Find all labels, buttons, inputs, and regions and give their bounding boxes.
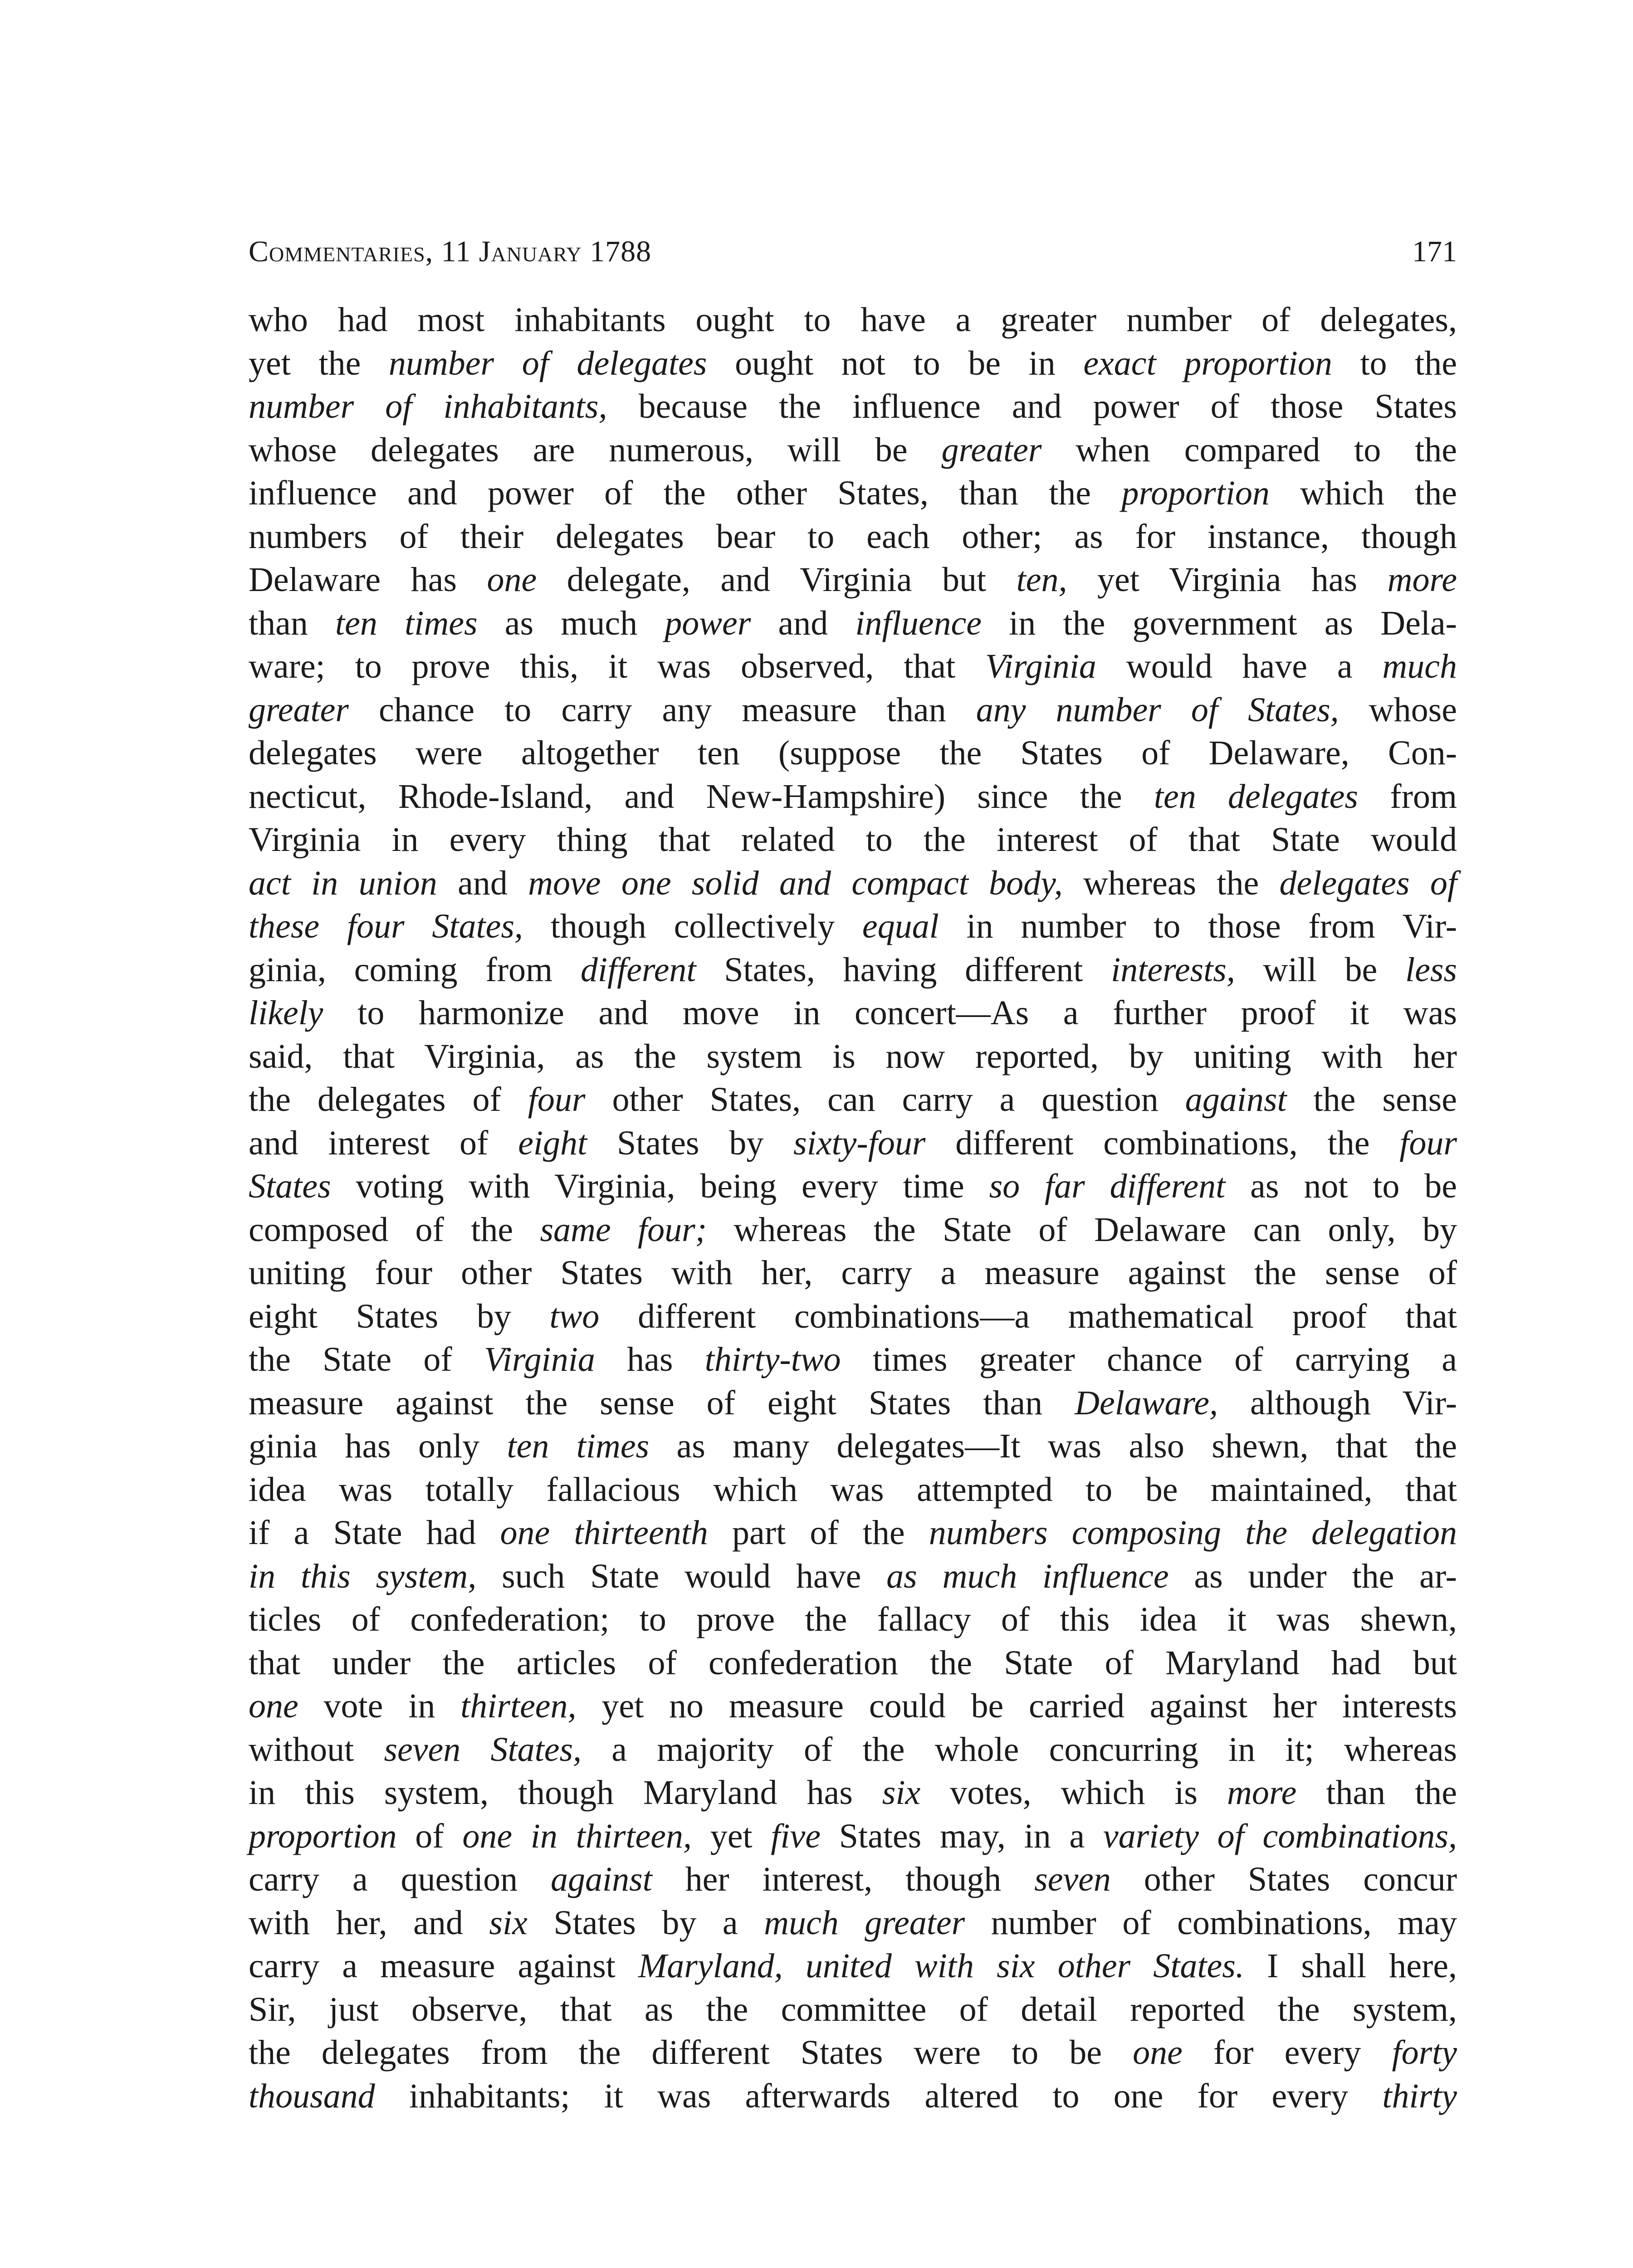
text-segment: ware; to prove this, it was observed, that bbox=[249, 647, 986, 685]
italic-text-segment: ten, bbox=[1016, 561, 1067, 599]
text-line bbox=[249, 905, 1457, 948]
italic-text-segment: greater bbox=[941, 430, 1042, 469]
italic-text-segment: thousand bbox=[249, 2077, 375, 2115]
italic-text-segment: different bbox=[580, 950, 696, 989]
text-line bbox=[249, 1728, 1457, 1772]
text-segment: inhabitants; it was afterwards altered to one for every bbox=[375, 2077, 1383, 2115]
text-segment: other States, can carry a question bbox=[585, 1080, 1185, 1119]
italic-text-segment: any number of States, bbox=[976, 690, 1339, 729]
text-segment: yet no measure could be carried against her interests bbox=[576, 1687, 1457, 1725]
text-line bbox=[249, 862, 1457, 905]
text-segment: the sense bbox=[1286, 1080, 1457, 1119]
text-line bbox=[249, 1598, 1457, 1642]
text-segment: to harmonize and move in concert—As a further proof it was bbox=[323, 994, 1457, 1032]
text-segment: I shall here, bbox=[1244, 1947, 1457, 1985]
text-segment: her interest, though bbox=[652, 1860, 1035, 1898]
text-segment: numbers of their delegates bear to each other; as for instance, though bbox=[249, 517, 1457, 556]
italic-text-segment: five bbox=[771, 1817, 821, 1855]
text-segment: though collectively bbox=[523, 907, 862, 945]
text-segment: States by a bbox=[527, 1903, 764, 1942]
text-line bbox=[249, 1901, 1457, 1945]
text-line bbox=[249, 732, 1457, 775]
text-segment: chance to carry any measure than bbox=[348, 690, 976, 729]
text-line bbox=[249, 1511, 1457, 1555]
text-line bbox=[249, 948, 1457, 992]
text-segment: with her, and bbox=[249, 1903, 489, 1942]
text-segment: although Vir- bbox=[1218, 1383, 1457, 1422]
text-line bbox=[249, 2031, 1457, 2075]
text-segment: said, that Virginia, as the system is now reported, by uniting with her bbox=[249, 1037, 1457, 1075]
text-segment: eight States by bbox=[249, 1297, 550, 1335]
text-line bbox=[249, 1685, 1457, 1728]
text-segment: and bbox=[437, 864, 528, 902]
text-segment: different combinations—a mathematical proof that bbox=[599, 1297, 1457, 1335]
italic-text-segment: equal bbox=[862, 907, 939, 945]
text-segment: States, having different bbox=[696, 950, 1111, 989]
italic-text-segment: these four States, bbox=[249, 907, 523, 945]
italic-text-segment: seven States, bbox=[384, 1730, 582, 1769]
text-line bbox=[249, 1338, 1457, 1382]
italic-text-segment: thirty bbox=[1382, 2077, 1457, 2115]
text-segment: such State would have bbox=[476, 1557, 887, 1595]
text-line bbox=[249, 1251, 1457, 1295]
italic-text-segment: in this system, bbox=[249, 1557, 477, 1595]
italic-text-segment: six bbox=[489, 1903, 528, 1942]
text-segment: number of combinations, may bbox=[965, 1903, 1457, 1942]
text-segment: carry a measure against bbox=[249, 1947, 638, 1985]
italic-text-segment: number of inhabitants, bbox=[249, 387, 607, 425]
italic-text-segment: thirteen, bbox=[460, 1687, 577, 1725]
text-segment: idea was totally fallacious which was attempted to be maintained, that bbox=[249, 1470, 1457, 1509]
text-segment: part of the bbox=[708, 1514, 929, 1552]
italic-text-segment: against bbox=[1185, 1080, 1287, 1119]
text-segment: without bbox=[249, 1730, 384, 1769]
text-line bbox=[249, 1035, 1457, 1079]
italic-text-segment: more bbox=[1227, 1774, 1297, 1812]
text-line bbox=[249, 472, 1457, 515]
italic-text-segment: ten times bbox=[507, 1427, 650, 1465]
italic-text-segment: Virginia bbox=[484, 1340, 595, 1378]
italic-text-segment: sixty-four bbox=[793, 1124, 926, 1162]
italic-text-segment: numbers composing the delegation bbox=[929, 1514, 1457, 1552]
text-segment: would have a bbox=[1096, 647, 1383, 685]
text-segment: Sir, just observe, that as the committee of detail reported the system, bbox=[249, 1990, 1457, 2028]
text-line bbox=[249, 1295, 1457, 1339]
text-line bbox=[249, 1858, 1457, 1901]
text-segment: as under the ar- bbox=[1169, 1557, 1457, 1595]
text-segment: vote in bbox=[298, 1687, 461, 1725]
italic-text-segment: one thirteenth bbox=[500, 1514, 708, 1552]
text-segment: for every bbox=[1182, 2033, 1392, 2072]
italic-text-segment: much greater bbox=[764, 1903, 965, 1942]
text-segment: that under the articles of confederation the State of Maryland had but bbox=[249, 1643, 1457, 1682]
text-segment: from bbox=[1358, 777, 1457, 816]
text-line bbox=[249, 1208, 1457, 1252]
italic-text-segment: interests, bbox=[1111, 950, 1235, 989]
text-line bbox=[249, 515, 1457, 559]
text-segment: as not to be bbox=[1225, 1167, 1457, 1205]
text-segment: other States concur bbox=[1110, 1860, 1457, 1898]
text-segment: uniting four other States with her, carry a measure against the sense of bbox=[249, 1254, 1457, 1292]
text-segment: different combinations, the bbox=[925, 1124, 1400, 1162]
text-line bbox=[249, 1468, 1457, 1512]
text-segment: the State of bbox=[249, 1340, 484, 1378]
text-segment: and interest of bbox=[249, 1124, 518, 1162]
text-segment: necticut, Rhode-Island, and New-Hampshire) since the bbox=[249, 777, 1154, 816]
italic-text-segment: seven bbox=[1034, 1860, 1111, 1898]
text-segment: Delaware has bbox=[249, 561, 487, 599]
italic-text-segment: States bbox=[249, 1167, 331, 1205]
text-segment: measure against the sense of eight States than bbox=[249, 1383, 1075, 1422]
italic-text-segment: against bbox=[550, 1860, 652, 1898]
text-segment: delegate, and Virginia but bbox=[537, 561, 1017, 599]
text-segment: Virginia in every thing that related to the interest of that State would bbox=[249, 821, 1457, 859]
text-line bbox=[249, 689, 1457, 732]
text-line bbox=[249, 992, 1457, 1035]
text-line bbox=[249, 558, 1457, 602]
text-segment: as many delegates—It was also shewn, that the bbox=[649, 1427, 1457, 1465]
italic-text-segment: act in union bbox=[249, 864, 437, 902]
text-segment: has bbox=[595, 1340, 705, 1378]
text-segment: States may, in a bbox=[820, 1817, 1103, 1855]
text-segment: yet bbox=[691, 1817, 771, 1855]
text-segment: if a State had bbox=[249, 1514, 500, 1552]
running-head-title: Commentaries, 11 January 1788 bbox=[249, 235, 652, 268]
text-segment: whose delegates are numerous, will be bbox=[249, 430, 942, 469]
text-line bbox=[249, 818, 1457, 862]
text-line bbox=[249, 1078, 1457, 1122]
text-segment: delegates were altogether ten (suppose the States of Delaware, Con- bbox=[249, 734, 1457, 772]
text-line bbox=[249, 2075, 1457, 2118]
text-line bbox=[249, 1122, 1457, 1165]
italic-text-segment: one in thirteen, bbox=[462, 1817, 692, 1855]
text-segment: whose bbox=[1339, 690, 1457, 729]
text-segment: whereas the bbox=[1062, 864, 1280, 902]
text-line bbox=[249, 1771, 1457, 1815]
text-segment: ginia has only bbox=[249, 1427, 507, 1465]
text-segment: and bbox=[751, 604, 856, 642]
text-line bbox=[249, 385, 1457, 429]
page-number: 171 bbox=[1412, 235, 1457, 268]
text-segment: ginia, coming from bbox=[249, 950, 581, 989]
italic-text-segment: as much influence bbox=[886, 1557, 1169, 1595]
text-line bbox=[249, 1642, 1457, 1685]
italic-text-segment: two bbox=[549, 1297, 600, 1335]
text-line bbox=[249, 775, 1457, 819]
italic-text-segment: delegates of bbox=[1279, 864, 1457, 902]
text-segment: whereas the State of Delaware can only, by bbox=[707, 1210, 1457, 1249]
text-segment: which the bbox=[1269, 474, 1457, 512]
text-segment: a majority of the whole concurring in it; whereas bbox=[582, 1730, 1457, 1769]
text-line bbox=[249, 645, 1457, 689]
text-segment: who had most inhabitants ought to have a greater number of delegates, bbox=[249, 301, 1457, 339]
italic-text-segment: four bbox=[528, 1080, 586, 1119]
italic-text-segment: move one solid and compact body, bbox=[528, 864, 1063, 902]
text-segment: influence and power of the other States, than the bbox=[249, 474, 1122, 512]
italic-text-segment: thirty-two bbox=[704, 1340, 841, 1378]
text-segment: to the bbox=[1332, 344, 1457, 382]
text-segment: States by bbox=[587, 1124, 794, 1162]
italic-text-segment: number of delegates bbox=[388, 344, 707, 382]
italic-text-segment: forty bbox=[1392, 2033, 1457, 2072]
text-segment: votes, which is bbox=[920, 1774, 1227, 1812]
text-segment: of bbox=[396, 1817, 463, 1855]
text-segment: yet the bbox=[249, 344, 389, 382]
italic-text-segment: less bbox=[1405, 950, 1457, 989]
text-segment: in the government as Dela- bbox=[981, 604, 1457, 642]
italic-text-segment: Virginia bbox=[985, 647, 1096, 685]
text-segment: the delegates from the different States were to be bbox=[249, 2033, 1133, 2072]
italic-text-segment: one bbox=[487, 561, 537, 599]
text-segment: composed of the bbox=[249, 1210, 540, 1249]
text-segment: the delegates of bbox=[249, 1080, 528, 1119]
italic-text-segment: more bbox=[1387, 561, 1457, 599]
italic-text-segment: likely bbox=[249, 994, 323, 1032]
italic-text-segment: Delaware, bbox=[1075, 1383, 1218, 1422]
text-line bbox=[249, 602, 1457, 645]
italic-text-segment: much bbox=[1382, 647, 1457, 685]
text-segment: will be bbox=[1235, 950, 1405, 989]
italic-text-segment: one bbox=[1133, 2033, 1183, 2072]
italic-text-segment: Maryland, united with six other States. bbox=[638, 1947, 1244, 1985]
text-segment: yet Virginia has bbox=[1067, 561, 1388, 599]
text-segment: in number to those from Vir- bbox=[939, 907, 1457, 945]
text-segment: carry a question bbox=[249, 1860, 551, 1898]
text-line bbox=[249, 429, 1457, 472]
italic-text-segment: six bbox=[882, 1774, 921, 1812]
italic-text-segment: four bbox=[1399, 1124, 1457, 1162]
text-segment: because the influence and power of those States bbox=[607, 387, 1457, 425]
running-head bbox=[249, 227, 1457, 277]
text-segment: when compared to the bbox=[1041, 430, 1457, 469]
text-segment: in this system, though Maryland has bbox=[249, 1774, 882, 1812]
text-segment: times greater chance of carrying a bbox=[841, 1340, 1457, 1378]
italic-text-segment: so far different bbox=[989, 1167, 1226, 1205]
text-segment: ticles of confederation; to prove the fallacy of this idea it was shewn, bbox=[249, 1600, 1457, 1638]
body-text bbox=[249, 298, 1457, 2118]
text-line bbox=[249, 298, 1457, 342]
text-line bbox=[249, 342, 1457, 386]
italic-text-segment: greater bbox=[249, 690, 349, 729]
text-segment: than bbox=[249, 604, 336, 642]
italic-text-segment: eight bbox=[518, 1124, 587, 1162]
text-segment: than the bbox=[1296, 1774, 1457, 1812]
text-line bbox=[249, 1425, 1457, 1468]
italic-text-segment: proportion bbox=[249, 1817, 397, 1855]
text-segment: ought not to be in bbox=[707, 344, 1084, 382]
text-segment: voting with Virginia, being every time bbox=[331, 1167, 989, 1205]
text-line bbox=[249, 1988, 1457, 2032]
text-line bbox=[249, 1815, 1457, 1858]
italic-text-segment: exact proportion bbox=[1083, 344, 1332, 382]
italic-text-segment: ten delegates bbox=[1154, 777, 1359, 816]
italic-text-segment: power bbox=[665, 604, 751, 642]
text-line bbox=[249, 1165, 1457, 1208]
italic-text-segment: variety of combinations, bbox=[1103, 1817, 1457, 1855]
italic-text-segment: ten times bbox=[335, 604, 478, 642]
text-segment: as much bbox=[477, 604, 665, 642]
text-line bbox=[249, 1382, 1457, 1425]
text-line bbox=[249, 1945, 1457, 1988]
italic-text-segment: influence bbox=[855, 604, 982, 642]
italic-text-segment: same four; bbox=[540, 1210, 707, 1249]
italic-text-segment: proportion bbox=[1121, 474, 1270, 512]
italic-text-segment: one bbox=[249, 1687, 298, 1725]
text-line bbox=[249, 1555, 1457, 1598]
